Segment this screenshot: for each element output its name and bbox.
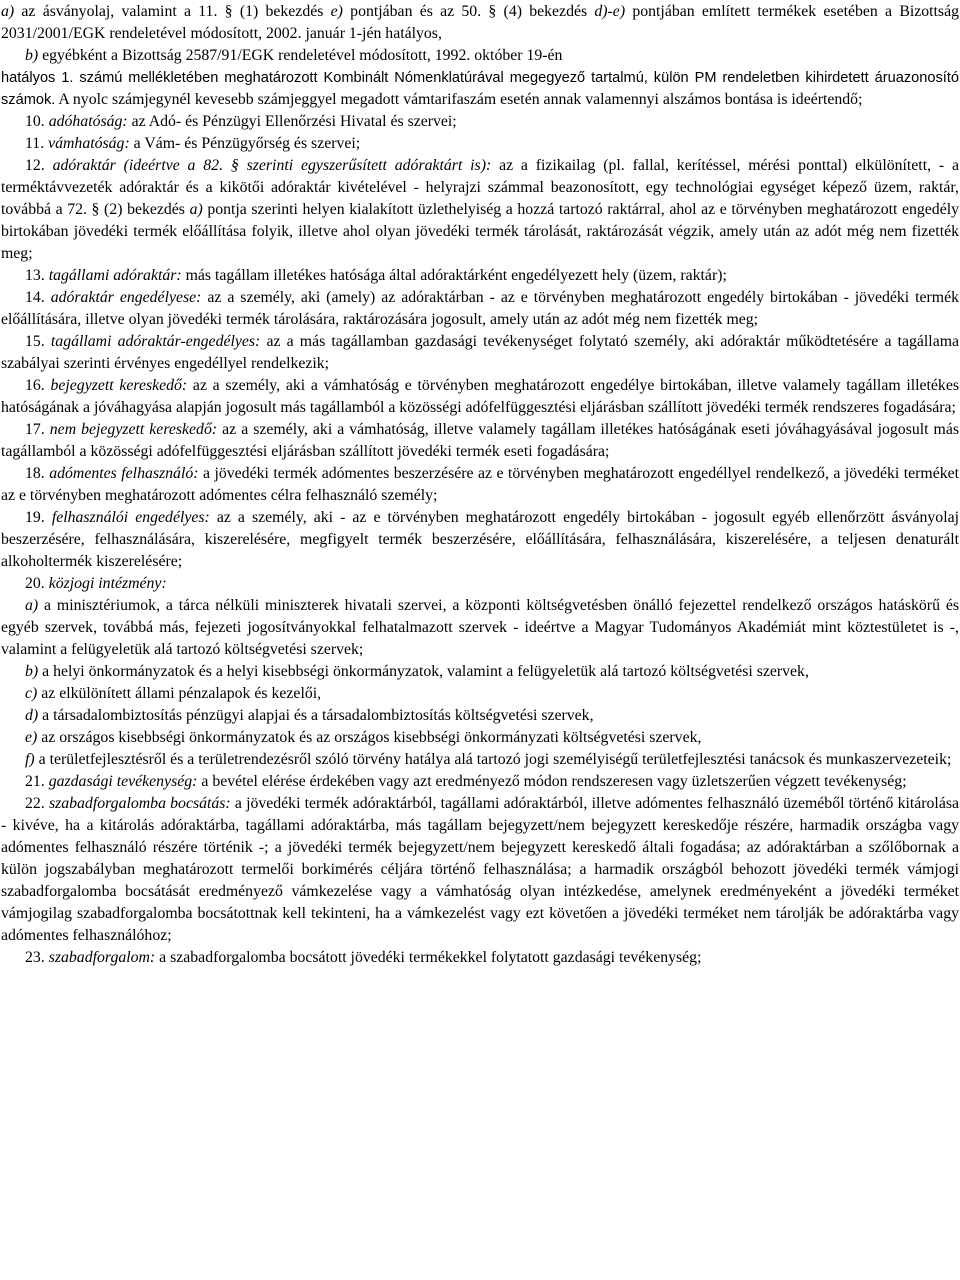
- defined-term: nem bejegyzett kereskedő:: [49, 421, 218, 438]
- definition-19: [1, 507, 959, 573]
- definition-14: [1, 287, 959, 331]
- definition-12: [1, 155, 959, 265]
- reference: d)-e): [594, 3, 626, 20]
- item-letter: e): [25, 729, 38, 746]
- definition-number: 20.: [25, 575, 49, 592]
- definition-20-a: [1, 595, 959, 661]
- definition-22: [1, 793, 959, 947]
- definition-text: a bevétel elérése érdekében vagy azt eredményező módon rendszeresen vagy üzletszerűen végzett tevékenység;: [197, 773, 907, 790]
- definition-number: 23.: [25, 949, 49, 966]
- item-letter: c): [25, 685, 38, 702]
- item-text: az elkülönített állami pénzalapok és kezelői,: [37, 685, 322, 702]
- item-letter: b): [25, 47, 39, 64]
- definition-20-e: [1, 727, 959, 749]
- definition-number: 11.: [25, 135, 49, 152]
- definition-11: [1, 133, 959, 155]
- definition-number: 19.: [25, 509, 52, 526]
- definition-number: 17.: [25, 421, 50, 438]
- definition-20-c: [1, 683, 959, 705]
- definition-text: az a személy, aki (amely) az adóraktárban - az e törvényben meghatározott engedély birtokában - jövedéki termék előállítására, illetve olyan jövedéki termék tárolására, raktározására jogosult, amely után az adót még nem fizették meg;: [1, 289, 959, 328]
- definition-21: [1, 771, 959, 793]
- defined-term: szabadforgalom:: [48, 949, 156, 966]
- item-text: a társadalombiztosítás pénzügyi alapjai és a társadalombiztosítás költségvetési szervek,: [38, 707, 594, 724]
- definition-number: 22.: [25, 795, 49, 812]
- item-letter: d): [25, 707, 39, 724]
- definition-20-f: [1, 749, 959, 771]
- definition-23: [1, 947, 959, 969]
- definition-text: a jövedéki termék adóraktárból, tagállami adóraktárból, illetve adómentes felhasználó üzeméből történő kitárolása - kivéve, ha a kitárolás adóraktárba, tagállami adóraktárba, más tagállam bejegyzett/nem bejegyzett kereskedője részére, harmadik országba vagy adómentes felhasználó részére történik -; a jövedéki termék bejegyzett/nem bejegyzett kereskedő általi fogadása; az adóraktárban a szőlőbornak a külön jogszabályban meghatározott termelői borkimérés céljára történő felhasználása; a harmadik országból behozott jövedéki termék vámjogi szabadforgalomba bocsátását eredményező vámkezelése vagy a vámhatóság olyan intézkedése, amelynek eredményeként a jövedéki terméket vámjogilag szabadforgalomba bocsátottnak kell tekinteni, ha a vámkezelést vagy ezt követően a jövedéki terméket nem tárolják be adóraktárba vagy adómentes felhasználóhoz;: [1, 795, 959, 944]
- defined-term: adómentes felhasználó:: [49, 465, 199, 482]
- defined-term: bejegyzett kereskedő:: [50, 377, 188, 394]
- item-text: a minisztériumok, a tárca nélküli miniszterek hivatali szervei, a központi költségvetésben önálló fejezettel rendelkező országos hatáskörű és egyéb szervek, továbbá más, fejezeti jogosítványokkal felhatalmazott szervek - ideértve a Magyar Tudományos Akadémiát mint köztestületet is -, valamint a felügyeletük alá tartozó költségvetési szervek;: [1, 597, 959, 658]
- item-letter: b): [25, 663, 39, 680]
- definition-20-d: [1, 705, 959, 727]
- item-text: a helyi önkormányzatok és a helyi kisebbségi önkormányzatok, valamint a felügyeletük alá tartozó költségvetési szervek,: [38, 663, 809, 680]
- definition-number: 14.: [25, 289, 51, 306]
- paragraph-b: [1, 45, 959, 67]
- definition-number: 16.: [25, 377, 51, 394]
- definition-text: a Vám- és Pénzügyőrség és szervei;: [129, 135, 361, 152]
- definition-text: az a személy, aki a vámhatóság, illetve valamely tagállam illetékes hatóságának eseti jóváhagyásával jogosult más tagállamból a közösségi adófelfüggesztési eljárásban szállított jövedéki termék eseti fogadására;: [1, 421, 960, 460]
- reference: a): [189, 201, 203, 218]
- text: hatályos 1. számú mellékletében meghatározott Kombinált Nómenklatúrával megegyező tartalmú, külön PM rendeletben kihirdetett áruazonosító számok.: [1, 70, 959, 108]
- item-letter: a): [25, 597, 39, 614]
- item-letter: a): [1, 3, 15, 20]
- text: pontjában és az 50. § (4) bekezdés: [342, 3, 595, 20]
- item-letter: f): [25, 751, 35, 768]
- defined-term: tagállami adóraktár-engedélyes:: [50, 333, 261, 350]
- defined-term: adóraktár engedélyese:: [50, 289, 202, 306]
- paragraph-nomenclature: [1, 67, 959, 111]
- definition-text: az a más tagállamban gazdasági tevékenységet folytató személy, aki adóraktár működtetésére a tagállama szabályai szerinti érvényes engedéllyel rendelkezik;: [1, 333, 960, 372]
- definition-17: [1, 419, 959, 463]
- definition-text: a jövedéki termék adómentes beszerzésére az e törvényben meghatározott engedéllyel rendelkező, a jövedéki terméket az e törvényben meghatározott adómentes célra felhasználó személy;: [1, 465, 959, 504]
- definition-number: 13.: [25, 267, 49, 284]
- text: az ásványolaj, valamint a 11. § (1) bekezdés: [14, 3, 331, 20]
- definition-text: pontja szerinti helyen kialakított üzlethelyiség a hozzá tartozó raktárral, ahol az e törvényben meghatározott engedély birtokában jövedéki termék előállítása folyik, illetve ahol olyan jövedéki termék tárolását, raktározását végzik, amely után az adót még nem fizették meg;: [1, 201, 959, 262]
- text: egyébként a Bizottság 2587/91/EGK rendeletével módosított, 1992. október 19-én: [38, 47, 563, 64]
- defined-term: vámhatóság:: [48, 135, 130, 152]
- text: pontjában említett termékek esetében a Bizottság 2031/2001/EGK rendeletével módosított, 2002. január 1-jén hatályos,: [1, 3, 959, 42]
- definition-13: [1, 265, 959, 287]
- item-text: a területfejlesztésről és a területrendezésről szóló törvény hatálya alá tartozó jogi személyiségű területfejlesztési tanácsok és munkaszervezeteik;: [34, 751, 952, 768]
- definition-number: 15.: [25, 333, 51, 350]
- definition-text: az a fizikailag (pl. fallal, kerítéssel, mérési ponttal) elkülönített, - a terméktávvezeték adóraktár és a kikötői adóraktár kivételével - helyrajzi számmal beazonosított, egy technológiai egységet képező üzem, raktár, továbbá a 72. § (2) bekezdés: [1, 157, 959, 218]
- definition-15: [1, 331, 959, 375]
- defined-term: adóhatóság:: [48, 113, 128, 130]
- defined-term: gazdasági tevékenység:: [48, 773, 198, 790]
- definition-number: 12.: [25, 157, 53, 174]
- text: A nyolc számjegynél kevesebb számjeggyel megadott vámtarifaszám esetén annak valamennyi alszámos bontása is ideértendő;: [55, 91, 863, 108]
- definition-18: [1, 463, 959, 507]
- definition-text: az a személy, aki a vámhatóság e törvényben meghatározott engedélye birtokában, illetve valamely tagállam illetékes hatóságának a jóváhagyása alapján jogosult más tagállamból a közösségi adófelfüggesztési eljárásban szállított jövedéki termék rendszeres fogadására;: [1, 377, 959, 416]
- definition-text: az a személy, aki - az e törvényben meghatározott engedély birtokában - jogosult egyéb ellenőrzött ásványolaj beszerzésére, felhasználására, kiszerelésére, megfigyelt termék beszerzésére, előállítására, felhasználására, kiszerelésére, a teljesen denaturált alkoholtermék kiszerelésére;: [1, 509, 959, 570]
- item-text: az országos kisebbségi önkormányzatok és az országos kisebbségi önkormányzati költségvetési szervek,: [37, 729, 702, 746]
- defined-term: közjogi intézmény:: [48, 575, 167, 592]
- definition-number: 21.: [25, 773, 49, 790]
- defined-term: tagállami adóraktár:: [48, 267, 182, 284]
- paragraph-a: [1, 1, 959, 45]
- definition-16: [1, 375, 959, 419]
- definition-10: [1, 111, 959, 133]
- definition-text: az Adó- és Pénzügyi Ellenőrzési Hivatal és szervei;: [127, 113, 457, 130]
- definition-number: 10.: [25, 113, 49, 130]
- definition-number: 18.: [25, 465, 50, 482]
- defined-term: felhasználói engedélyes:: [51, 509, 210, 526]
- definition-text: a szabadforgalomba bocsátott jövedéki termékekkel folytatott gazdasági tevékenység;: [155, 949, 702, 966]
- defined-term: szabadforgalomba bocsátás:: [48, 795, 231, 812]
- defined-term: adóraktár (ideértve a 82. § szerinti egyszerűsített adóraktárt is):: [52, 157, 492, 174]
- definition-20-b: [1, 661, 959, 683]
- reference: e): [330, 3, 343, 20]
- definition-20: [1, 573, 959, 595]
- definition-text: más tagállam illetékes hatósága által adóraktárként engedélyezett hely (üzem, raktár);: [181, 267, 727, 284]
